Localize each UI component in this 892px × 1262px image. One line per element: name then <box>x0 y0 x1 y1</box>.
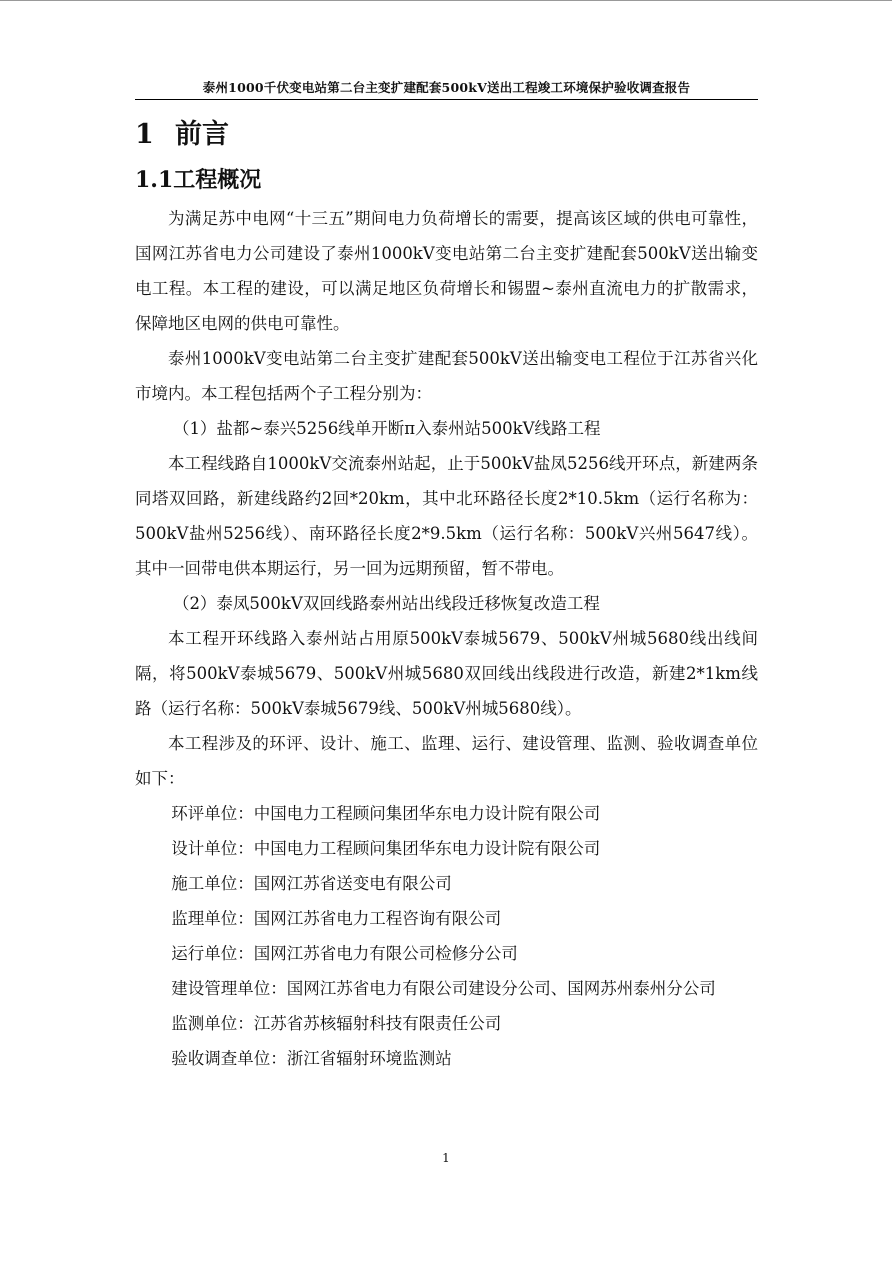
subsection-heading: 1.1工程概况 <box>135 167 262 193</box>
list-item: 监测单位：江苏省苏核辐射科技有限责任公司 <box>171 1014 502 1033</box>
subproject-2-title: （2）泰凤500kV双回线路泰州站出线段迁移恢复改造工程 <box>172 594 600 613</box>
page-number: 1 <box>442 1151 450 1165</box>
paragraph-subproject-2: 本工程开环线路入泰州站占用原500kV泰城5679、500kV州城5680线出线间隔，将500kV泰城5679、500kV州城5680双回线出线段进行改造，新建2*1km线路（运行名称：500kV泰城5679线、500kV州城5680线）。 <box>135 629 758 718</box>
list-item: 建设管理单位：国网江苏省电力有限公司建设分公司、国网苏州泰州分公司 <box>171 979 716 998</box>
list-item: 设计单位：中国电力工程顾问集团华东电力设计院有限公司 <box>171 839 601 858</box>
page-top-edge <box>0 0 892 1</box>
unit-list <box>135 796 758 1076</box>
header-divider <box>135 99 758 100</box>
paragraph-units-intro: 本工程涉及的环评、设计、施工、监理、运行、建设管理、监测、验收调查单位如下： <box>135 734 758 788</box>
section-heading <box>135 112 229 151</box>
section-title: 前言 <box>175 119 229 150</box>
paragraph-subproject-1: 本工程线路自1000kV交流泰州站起，止于500kV盐凤5256线开环点，新建两条同塔双回路，新建线路约2回*20km，其中北环路径长度2*10.5km（运行名称为：500kV盐州5256线）、南环路径长度2*9.5km（运行名称：500kV兴州5647线）。其中一回带电供本期运行，另一回为远期预留，暂不带电。 <box>135 454 758 578</box>
body-text <box>135 201 758 1076</box>
list-item: 监理单位：国网江苏省电力工程咨询有限公司 <box>171 909 502 928</box>
list-item: 验收调查单位：浙江省辐射环境监测站 <box>171 1049 452 1068</box>
list-item: 环评单位：中国电力工程顾问集团华东电力设计院有限公司 <box>171 804 601 823</box>
list-item: 施工单位：国网江苏省送变电有限公司 <box>171 874 452 893</box>
section-number: 1 <box>135 119 154 150</box>
list-item: 运行单位：国网江苏省电力有限公司检修分公司 <box>171 944 518 963</box>
running-header: 泰州1000千伏变电站第二台主变扩建配套500kV送出工程竣工环境保护验收调查报告 <box>202 80 691 95</box>
subproject-1-title: （1）盐都~泰兴5256线单开断π入泰州站500kV线路工程 <box>172 419 601 438</box>
paragraph-location: 泰州1000kV变电站第二台主变扩建配套500kV送出输变电工程位于江苏省兴化市境内。本工程包括两个子工程分别为： <box>135 349 758 403</box>
paragraph-intro: 为满足苏中电网“十三五”期间电力负荷增长的需要，提高该区域的供电可靠性，国网江苏省电力公司建设了泰州1000kV变电站第二台主变扩建配套500kV送出输变电工程。本工程的建设，可以满足地区负荷增长和锡盟~泰州直流电力的扩散需求，保障地区电网的供电可靠性。 <box>135 209 758 333</box>
